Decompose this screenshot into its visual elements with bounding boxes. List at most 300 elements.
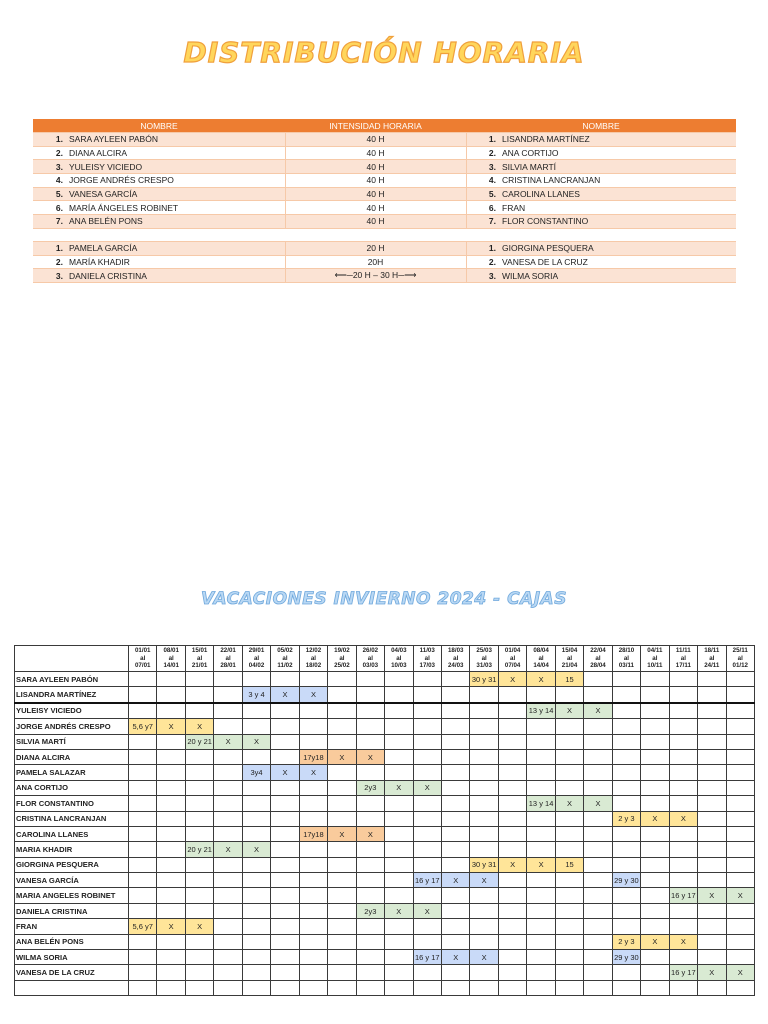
row-number-right: 7.	[466, 215, 499, 229]
vacation-row	[15, 950, 755, 965]
vacation-cell	[470, 796, 498, 811]
vacation-cell	[441, 903, 469, 918]
vacation-employee-name: FLOR CONSTANTINO	[15, 796, 129, 811]
employee-name-right: WILMA SORIA	[499, 269, 736, 283]
period-line: 21/04	[561, 662, 578, 670]
hours-text: 20 H	[366, 243, 385, 254]
vacation-cell	[726, 903, 754, 918]
vacation-cell	[242, 719, 270, 734]
vacation-cell	[242, 749, 270, 764]
vacation-cell	[470, 703, 498, 719]
vacation-cell	[527, 826, 555, 841]
period-header	[698, 646, 726, 672]
period-line: 22/01	[220, 647, 236, 655]
employee-name-right: FRAN	[499, 201, 736, 215]
vacation-cell	[129, 749, 157, 764]
vacation-cell	[214, 980, 242, 995]
vacation-cell	[413, 719, 441, 734]
vacation-cell	[129, 934, 157, 949]
vacation-cell	[129, 842, 157, 857]
vacation-cell	[698, 749, 726, 764]
vacation-cell	[612, 826, 640, 841]
period-line: 10/03	[391, 662, 407, 670]
vacation-cell: 13 y 14	[527, 703, 555, 719]
vacation-cell	[584, 765, 612, 780]
vacation-row	[15, 796, 755, 811]
period-header	[584, 646, 612, 672]
vacation-cell: X	[242, 842, 270, 857]
vacation-cell	[413, 857, 441, 872]
vacation-cell: 2 y 3	[612, 934, 640, 949]
vacation-cell: X	[641, 811, 669, 826]
vacation-cell	[328, 857, 356, 872]
vacation-cell	[157, 811, 185, 826]
vacation-cell	[328, 765, 356, 780]
vacation-cell	[214, 919, 242, 934]
vacation-cell	[271, 734, 299, 749]
vacation-cell	[299, 780, 327, 795]
vacation-cell	[441, 842, 469, 857]
period-line: 24/11	[704, 662, 720, 670]
vacation-cell	[641, 965, 669, 980]
vacation-cell: 16 y 17	[413, 950, 441, 965]
vacation-cell: X	[413, 780, 441, 795]
vacation-cell	[356, 888, 384, 903]
employee-name-right: CAROLINA LLANES	[499, 187, 736, 201]
period-line: 17/03	[419, 662, 435, 670]
vacation-row	[15, 826, 755, 841]
vacation-cell	[385, 873, 413, 888]
vacation-cell	[441, 857, 469, 872]
vacation-cell	[271, 903, 299, 918]
row-number-right: 5.	[466, 187, 499, 201]
vacation-cell	[242, 888, 270, 903]
vacation-cell	[385, 842, 413, 857]
employee-name-right: LISANDRA MARTÍNEZ	[499, 133, 736, 147]
vacation-cell	[498, 950, 526, 965]
vacation-cell	[214, 965, 242, 980]
vacation-cell: 2y3	[356, 903, 384, 918]
vacation-cell	[726, 919, 754, 934]
vacation-cell	[328, 703, 356, 719]
vacation-schedule-table	[14, 645, 755, 996]
period-header	[612, 646, 640, 672]
vacation-cell: 30 y 31	[470, 857, 498, 872]
arrow-left-icon: ⟵─	[334, 270, 353, 281]
vacation-cell	[214, 780, 242, 795]
vacation-row	[15, 719, 755, 734]
vacation-cell	[470, 749, 498, 764]
period-line: 01/04	[504, 647, 521, 655]
vacation-cell	[185, 965, 213, 980]
period-line: 01/01	[134, 647, 151, 655]
period-header	[413, 646, 441, 672]
vacation-cell	[584, 903, 612, 918]
vacation-cell	[129, 703, 157, 719]
vacation-cell	[328, 687, 356, 703]
vacation-cell	[356, 734, 384, 749]
page-title: DISTRIBUCIÓN HORARIA	[183, 36, 585, 69]
hours-row	[33, 160, 736, 174]
vacation-row	[15, 703, 755, 719]
vacation-cell	[584, 857, 612, 872]
employee-name-right: FLOR CONSTANTINO	[499, 215, 736, 229]
vacation-cell	[242, 857, 270, 872]
vacation-cell	[385, 980, 413, 995]
vacation-row	[15, 749, 755, 764]
period-line: 15/04	[561, 647, 578, 655]
vacation-cell	[669, 719, 697, 734]
vacation-cell: X	[470, 950, 498, 965]
vacation-cell	[698, 857, 726, 872]
vacation-cell: 16 y 17	[413, 873, 441, 888]
vacation-row	[15, 765, 755, 780]
row-number: 4.	[33, 174, 66, 188]
vacation-cell	[242, 811, 270, 826]
period-line: 19/02	[334, 647, 350, 655]
vacation-cell: X	[726, 965, 754, 980]
vacation-cell	[129, 965, 157, 980]
vacation-cell	[185, 796, 213, 811]
vacation-cell	[498, 687, 526, 703]
period-line: 18/03	[447, 647, 464, 655]
period-line: 18/02	[305, 662, 322, 670]
vacation-cell	[356, 796, 384, 811]
vacation-cell	[555, 780, 583, 795]
vacation-cell: 15	[555, 857, 583, 872]
hours-value	[285, 146, 466, 160]
vacation-cell: X	[157, 719, 185, 734]
vacation-row	[15, 965, 755, 980]
vacation-cell	[299, 888, 327, 903]
vacation-cell	[555, 749, 583, 764]
vacation-cell	[698, 934, 726, 949]
vacation-cell	[555, 765, 583, 780]
vacation-cell	[299, 672, 327, 687]
employee-name-right: CRISTINA LANCRANJAN	[499, 174, 736, 188]
vacation-cell	[612, 965, 640, 980]
hours-row	[33, 201, 736, 215]
vacation-cell	[129, 765, 157, 780]
header-intensidad: INTENSIDAD HORARIA	[285, 119, 466, 133]
vacation-cell	[214, 903, 242, 918]
vacation-cell: X	[328, 826, 356, 841]
vacation-cell	[527, 749, 555, 764]
period-line: 03/11	[618, 662, 634, 670]
period-line: 04/02	[248, 662, 265, 670]
vacation-cell	[441, 780, 469, 795]
row-number-right: 2.	[466, 146, 499, 160]
vacation-cell: X	[299, 687, 327, 703]
period-line: 11/11	[675, 647, 691, 655]
vacation-cell	[641, 734, 669, 749]
vacation-cell	[498, 749, 526, 764]
vacation-cell: X	[356, 826, 384, 841]
vacation-cell: X	[470, 873, 498, 888]
vacation-cell	[441, 734, 469, 749]
period-line: 03/03	[362, 662, 379, 670]
vacation-cell	[641, 980, 669, 995]
vacation-cell: X	[413, 903, 441, 918]
vacation-cell	[584, 919, 612, 934]
vacation-cell	[157, 765, 185, 780]
row-number: 3.	[33, 269, 66, 283]
period-line: 15/01	[191, 647, 208, 655]
vacation-cell	[413, 703, 441, 719]
vacation-cell: X	[385, 780, 413, 795]
vacation-cell	[385, 950, 413, 965]
employee-name-right: ANA CORTIJO	[499, 146, 736, 160]
period-header	[641, 646, 669, 672]
vacation-cell	[271, 780, 299, 795]
vacation-cell	[157, 826, 185, 841]
vacation-cell	[157, 965, 185, 980]
period-line: al	[737, 654, 743, 662]
vacation-cell: X	[214, 734, 242, 749]
vacation-cell	[527, 888, 555, 903]
period-line: 29/01	[248, 647, 265, 655]
vacation-cell	[441, 796, 469, 811]
row-number: 2.	[33, 146, 66, 160]
vacation-cell	[328, 811, 356, 826]
vacation-cell	[441, 934, 469, 949]
vacation-cell	[726, 796, 754, 811]
vacation-cell	[698, 842, 726, 857]
vacation-cell	[271, 719, 299, 734]
vacation-cell	[498, 903, 526, 918]
period-line: al	[652, 654, 658, 662]
vacation-cell	[129, 672, 157, 687]
vacation-cell	[129, 980, 157, 995]
period-line: al	[595, 654, 601, 662]
vacation-cell	[385, 857, 413, 872]
hours-row	[33, 146, 736, 160]
period-line: 07/04	[504, 662, 521, 670]
vacation-row	[15, 888, 755, 903]
vacation-cell	[214, 826, 242, 841]
vacation-cell	[641, 857, 669, 872]
vacation-cell	[470, 888, 498, 903]
vacation-cell	[584, 749, 612, 764]
hours-value	[285, 160, 466, 174]
vacation-cell: X	[157, 919, 185, 934]
vacation-cell	[498, 873, 526, 888]
vacation-cell	[698, 687, 726, 703]
vacation-row	[15, 873, 755, 888]
period-header	[726, 646, 754, 672]
vacation-cell	[726, 842, 754, 857]
period-line: 28/10	[618, 647, 635, 655]
vacation-cell	[242, 780, 270, 795]
vacation-cell	[441, 765, 469, 780]
hours-row	[33, 133, 736, 147]
vacation-row	[15, 687, 755, 703]
vacation-cell: X	[299, 765, 327, 780]
vacation-cell	[641, 826, 669, 841]
vacation-cell: X	[328, 749, 356, 764]
vacation-cell	[185, 873, 213, 888]
vacation-cell: 29 y 30	[612, 950, 640, 965]
vacation-cell	[441, 703, 469, 719]
vacation-cell	[413, 919, 441, 934]
vacation-cell	[271, 950, 299, 965]
hours-text: 40 H	[366, 189, 385, 200]
vacation-cell	[470, 780, 498, 795]
vacation-cell	[584, 980, 612, 995]
vacation-cell	[555, 950, 583, 965]
vacation-employee-name: YULEISY VICIEDO	[15, 703, 129, 719]
vacation-cell	[271, 857, 299, 872]
vacation-cell	[726, 811, 754, 826]
vacation-cell	[726, 857, 754, 872]
vacation-cell	[641, 687, 669, 703]
vacation-cell	[584, 934, 612, 949]
vacation-cell: X	[555, 703, 583, 719]
vacation-cell: 3 y 4	[242, 687, 270, 703]
vacation-cell	[726, 780, 754, 795]
vacation-employee-name: SILVIA MARTÍ	[15, 734, 129, 749]
vacation-cell	[328, 873, 356, 888]
vacation-cell	[669, 749, 697, 764]
hours-row	[33, 269, 736, 283]
vacation-cell	[470, 765, 498, 780]
row-number-right: 2.	[466, 255, 499, 269]
vacation-cell	[698, 826, 726, 841]
vacation-cell	[641, 888, 669, 903]
vacation-cell: 17y18	[299, 826, 327, 841]
vacation-cell	[527, 950, 555, 965]
row-number: 3.	[33, 160, 66, 174]
vacation-cell	[185, 765, 213, 780]
vacation-cell	[584, 842, 612, 857]
vacation-cell	[214, 703, 242, 719]
vacation-cell	[356, 857, 384, 872]
vacation-cell	[527, 734, 555, 749]
period-header	[271, 646, 299, 672]
vacation-cell	[129, 873, 157, 888]
vacation-cell	[584, 965, 612, 980]
row-number-right: 1.	[466, 133, 499, 147]
row-number-right: 4.	[466, 174, 499, 188]
vacation-cell	[328, 672, 356, 687]
employee-name: YULEISY VICIEDO	[66, 160, 285, 174]
period-header	[441, 646, 469, 672]
vacation-cell	[413, 687, 441, 703]
vacation-cell	[214, 873, 242, 888]
employee-name-right: SILVIA MARTÍ	[499, 160, 736, 174]
employee-name-right: VANESA DE LA CRUZ	[499, 255, 736, 269]
vacation-cell	[441, 888, 469, 903]
vacation-cell	[584, 719, 612, 734]
vacation-cell	[527, 780, 555, 795]
vacation-cell	[612, 687, 640, 703]
vacation-cell	[328, 980, 356, 995]
period-header	[328, 646, 356, 672]
vacation-row	[15, 857, 755, 872]
vacation-cell	[328, 950, 356, 965]
employee-name: SARA AYLEEN PABÓN	[66, 133, 285, 147]
hours-text: 40 H	[366, 202, 385, 213]
vacation-cell	[698, 780, 726, 795]
vacation-cell	[157, 934, 185, 949]
vacation-cell	[612, 888, 640, 903]
period-line: 17/11	[675, 662, 691, 670]
vacation-cell	[299, 734, 327, 749]
vacation-cell	[641, 950, 669, 965]
vacation-cell	[328, 796, 356, 811]
vacation-cell	[157, 780, 185, 795]
vacation-cell	[385, 796, 413, 811]
vacation-cell	[214, 765, 242, 780]
vacation-cell	[470, 734, 498, 749]
period-line: 31/03	[476, 662, 492, 670]
period-line: al	[623, 654, 630, 662]
vacation-cell	[527, 811, 555, 826]
period-line: 18/11	[704, 647, 720, 655]
period-line: al	[253, 654, 260, 662]
vacation-employee-name: SARA AYLEEN PABÓN	[15, 672, 129, 687]
vacation-cell: X	[498, 672, 526, 687]
vacation-cell	[669, 857, 697, 872]
vacation-employee-name: DIANA ALCIRA	[15, 749, 129, 764]
period-line: al	[481, 654, 487, 662]
vacation-cell: X	[698, 965, 726, 980]
vacation-cell	[129, 796, 157, 811]
vacation-cell	[385, 888, 413, 903]
hours-value	[285, 215, 466, 229]
vacation-cell: 16 y 17	[669, 965, 697, 980]
vacation-cell	[726, 672, 754, 687]
vacation-cell: 20 y 21	[185, 842, 213, 857]
vacation-cell	[612, 780, 640, 795]
vacation-cell	[328, 734, 356, 749]
vacation-cell	[385, 719, 413, 734]
vacation-cell	[271, 672, 299, 687]
arrow-right-icon: ─⟶	[398, 270, 417, 281]
hours-text: 40 H	[366, 161, 385, 172]
vacation-cell: X	[527, 672, 555, 687]
vacation-cell	[129, 857, 157, 872]
vacation-cell	[641, 919, 669, 934]
vacation-cell	[185, 826, 213, 841]
vacation-cell	[129, 780, 157, 795]
row-number: 2.	[33, 255, 66, 269]
vacation-cell	[612, 672, 640, 687]
period-line: 25/11	[732, 647, 748, 655]
vacation-cell	[555, 687, 583, 703]
row-number-right: 1.	[466, 242, 499, 256]
vacation-cell	[413, 888, 441, 903]
vacation-cell	[185, 749, 213, 764]
vacation-cell	[299, 703, 327, 719]
vacation-cell	[584, 950, 612, 965]
vacation-cell	[698, 719, 726, 734]
vacation-cell	[385, 672, 413, 687]
header-nombre: NOMBRE	[33, 119, 285, 133]
vacation-cell	[271, 811, 299, 826]
hours-text: 40 H	[366, 148, 385, 159]
vacation-cell	[498, 934, 526, 949]
vacation-cell	[441, 749, 469, 764]
vacation-employee-name: LISANDRA MARTÍNEZ	[15, 687, 129, 703]
vacation-cell	[328, 842, 356, 857]
vacation-cell	[157, 903, 185, 918]
vacation-row	[15, 934, 755, 949]
vacation-cell	[669, 980, 697, 995]
vacation-cell	[385, 687, 413, 703]
vacation-cell	[271, 826, 299, 841]
vacation-cell: 5,6 y7	[129, 719, 157, 734]
